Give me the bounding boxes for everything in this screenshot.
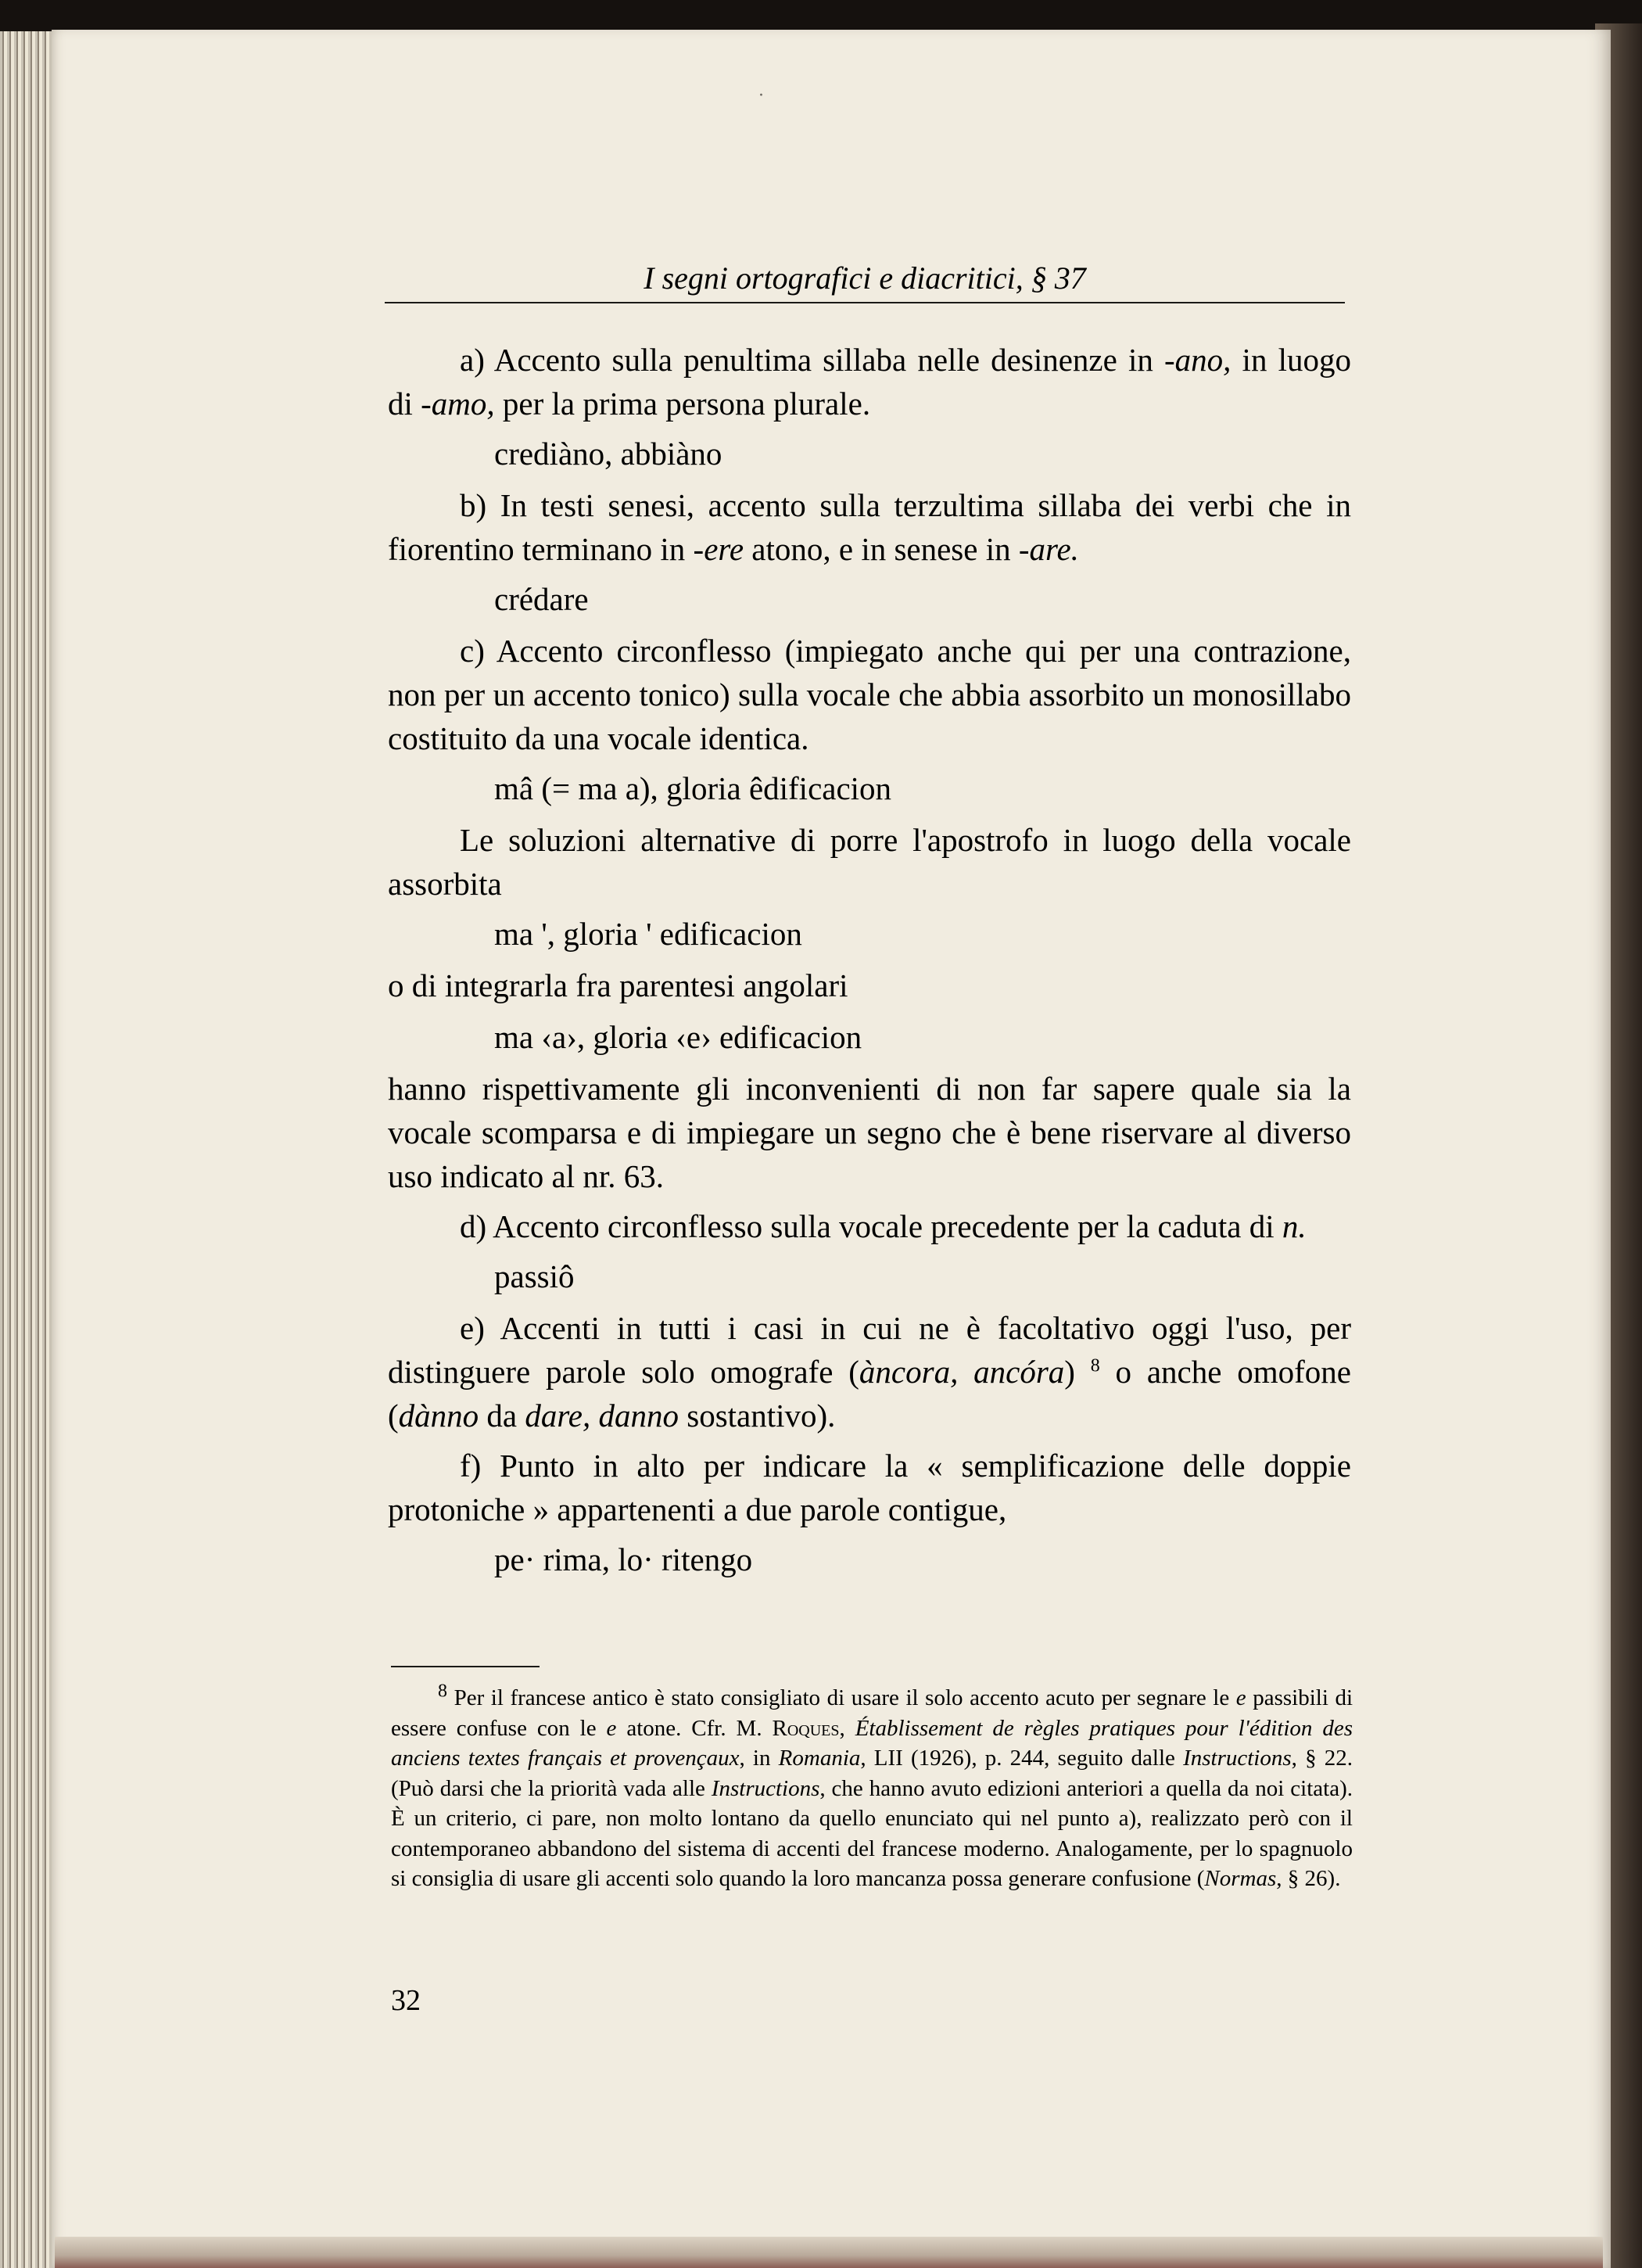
footnote-reference[interactable]: 8: [1090, 1355, 1100, 1376]
example-d: passiô: [494, 1258, 575, 1294]
alternatives-conclusion: hanno rispettivamente gli inconvenienti di non far sapere quale sia la vocale scomparsa e di impiegare un segno che è bene riservare al diverso uso indicato al nr. 63.: [388, 1071, 1351, 1194]
item-e-label: e): [460, 1310, 485, 1346]
item-a-label: a): [460, 342, 485, 378]
page-edges-stack: [0, 31, 55, 2268]
item-c-label: c): [460, 633, 485, 669]
page-speck: ·: [758, 86, 764, 106]
item-b-label: b): [460, 487, 487, 523]
item-b: b) In testi senesi, accento sulla terzultima sillaba dei verbi che in fiorentino terminano in -ere atono, e in senese in -are.: [388, 487, 1352, 567]
item-e: e) Accenti in tutti i casi in cui ne è facoltativo oggi l'uso, per distinguere parole solo omografe (àncora, ancóra) $^8$ o anche omofone (dànno da dare, danno sostantivo).: [388, 1310, 1351, 1434]
item-a: a) Accento sulla penultima sillaba nelle desinenze in -ano, in luogo di -amo, per la prima persona plurale.: [388, 342, 1351, 422]
example-c3: ma ‹a›, gloria ‹e› edificacion: [494, 1019, 862, 1055]
alternatives-paragraph: Le soluzioni alternative di porre l'apostrofo in luogo della vocale assorbita: [388, 822, 1351, 902]
example-c2: ma ', gloria ' edificacion: [494, 916, 802, 952]
main-text: [388, 338, 1351, 1589]
footnote-rule: [391, 1666, 540, 1667]
item-f-label: f): [460, 1448, 482, 1484]
example-b: crédare: [494, 581, 589, 617]
footnote-author: Roques: [772, 1715, 840, 1741]
item-c: c) Accento circonflesso (impiegato anche qui per una contrazione, non per un accento tonico) sulla vocale che abbia assorbito un monosillabo costituito da una vocale identica.: [388, 633, 1351, 756]
alternatives-or: o di integrarla fra parentesi angolari: [388, 967, 848, 1003]
example-f: pe· rima, lo· ritengo: [494, 1541, 753, 1577]
page-bottom-edge: [55, 2237, 1603, 2268]
running-header: I segni ortografici e diacritici, § 37: [385, 257, 1345, 303]
item-f: f) Punto in alto per indicare la « semplificazione delle doppie protoniche » appartenenti a due parole contigue,: [388, 1448, 1352, 1527]
footnote: $^8$ Per il francese antico è stato consigliato di usare il solo accento acuto per segnare le e passibili di essere confuse con le e atone. Cfr. M. Roques, Établissement de règles pratiques pour l'édition des anciens textes français et provençaux, in Romania, LII (1926), p. 244, seguito dalle Instructions, § 22. (Può darsi che la priorità vada alle Instructions, che hanno avuto edizioni anteriori a quella da noi citata). È un criterio, ci pare, non molto lontano da quello enunciato qui nel punto a), realizzato però con il contemporaneo abbandono del sistema di accenti del francese moderno. Analogamente, per lo spagnuolo si consiglia di usare gli accenti solo quando la loro mancanza possa generare confusione (Normas, § 26).: [391, 1681, 1353, 1891]
example-c: mâ (= ma a), gloria êdificacion: [494, 770, 892, 806]
example-a: crediàno, abbiàno: [494, 436, 722, 472]
item-d-label: d): [460, 1208, 487, 1244]
footnote-title: Établissement de règles pratiques pour l'édition des anciens textes français et provençaux: [391, 1715, 1353, 1771]
item-d: d) Accento circonflesso sulla vocale precedente per la caduta di n.: [460, 1208, 1307, 1244]
page-number: 32: [391, 1984, 421, 2017]
footnote-marker: 8: [438, 1681, 447, 1702]
